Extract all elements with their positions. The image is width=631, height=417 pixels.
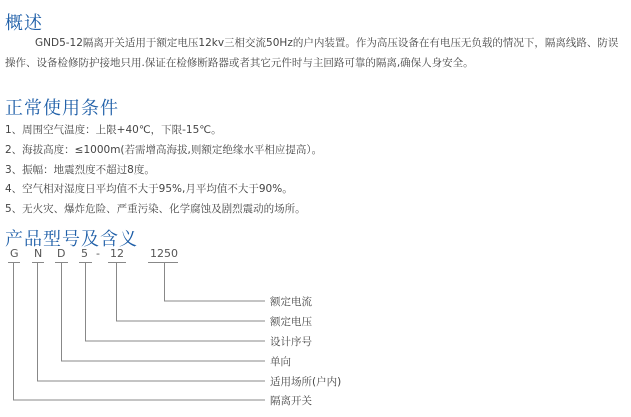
label-rated-voltage: 额定电压	[270, 316, 312, 328]
connector-line	[117, 263, 266, 321]
condition-item: 4、空气相对湿度日平均值不大于95%,月平均值不大于90%。	[5, 183, 293, 196]
connector-line	[38, 263, 266, 381]
code-char-d: D	[57, 247, 66, 260]
code-char-12: 12	[110, 247, 124, 260]
model-heading: 产品型号及含义	[5, 229, 138, 250]
label-single-direction: 单向	[270, 356, 291, 368]
code-char-n: N	[34, 247, 43, 260]
label-isolating-switch: 隔离开关	[270, 395, 312, 407]
overview-text: GND5-12隔离开关适用于额定电压12kv三相交流50Hz的户内装置。作为高压设备在有电压无负载的情况下，隔离线路、防误操作、设备检修防护接地只用.保证在检修断路器或者其它元件时与主回路可靠的隔离,确保人身安全。	[5, 37, 619, 69]
condition-item: 1、周围空气温度：上限+40℃，下限-15℃。	[5, 124, 222, 136]
overview-heading: 概述	[5, 13, 43, 34]
code-char-dash: -	[96, 247, 100, 260]
connector-line	[62, 263, 266, 361]
connector-line	[14, 263, 266, 400]
label-application-indoor: 适用场所(户内)	[270, 376, 342, 388]
connector-line	[86, 263, 266, 341]
condition-item: 2、海拔高度：≤1000m(若需增高海拔,则额定绝缘水平相应提高）。	[5, 143, 323, 156]
connector-line	[165, 263, 266, 301]
condition-item: 3、振幅：地震烈度不超过8度。	[5, 163, 155, 176]
label-rated-current: 额定电流	[270, 296, 312, 308]
code-char-5: 5	[81, 247, 88, 260]
conditions-heading: 正常使用条件	[5, 98, 119, 119]
condition-item: 5、无火灾、爆炸危险、严重污染、化学腐蚀及剧烈震动的场所。	[5, 203, 306, 216]
label-design-number: 设计序号	[270, 336, 312, 348]
code-char-g: G	[10, 247, 19, 260]
code-char-1250: 1250	[150, 247, 178, 260]
